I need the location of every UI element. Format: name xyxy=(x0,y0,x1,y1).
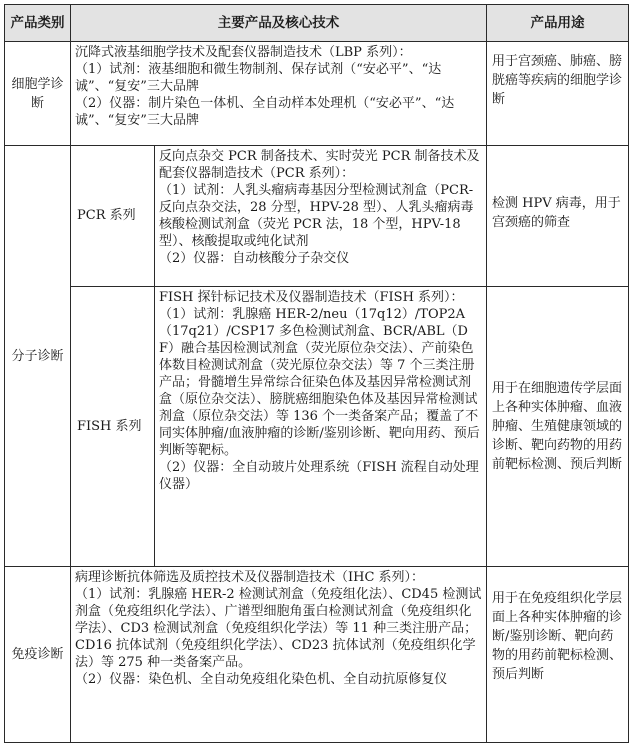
product-table xyxy=(4,4,629,743)
usage-cytology: 用于宫颈癌、肺癌、膀胱癌等疾病的细胞学诊断 xyxy=(487,42,629,146)
fish-line: FISH 探针标记技术及仪器制造技术（FISH 系列）： xyxy=(159,290,464,305)
table-row-pcr xyxy=(5,146,629,287)
category-molecular: 分子诊断 xyxy=(5,146,71,567)
pcr-line: 反向点杂交 PCR 制备技术、实时荧光 PCR 制备技术及配套仪器制造技术（PCR 系列）： xyxy=(159,149,480,181)
cytology-line: （2）仪器：制片染色一体机、全自动样本处理机（“安必平”、“达诚”、“复安”三大品牌 xyxy=(75,96,455,128)
usage-fish: 用于在细胞遗传学层面上各种实体肿瘤、血液肿瘤、生殖健康领域的诊断、靶向药物的用药前靶标检测、预后判断 xyxy=(487,287,629,567)
fish-line: （1）试剂：乳腺癌 HER-2/neu（17q12）/TOP2A（17q21）/CSP17 多色检测试剂盒、BCR/ABL（DF）融合基因检测试剂盒（荧光原位杂交法）、产前染色体数目检测试剂盒（荧光原位杂交法）等 7 个三类注册产品；骨髓增生异常综合征染色体及基因异常检测试剂盒（原位杂交法）、膀胱癌细胞染色体及基因异常检测试剂盒（原位杂交法）等 136 个一类备案产品；覆盖了不同实体肿瘤/血液肿瘤的诊断/鉴别诊断、靶向用药、预后判断等靶标。 xyxy=(159,307,480,458)
table-header-row xyxy=(5,5,629,42)
fish-line: （2）仪器：全自动玻片处理系统（FISH 流程自动处理仪器） xyxy=(159,460,479,492)
products-fish xyxy=(155,287,487,567)
category-immuno: 免疫诊断 xyxy=(5,567,71,743)
category-cytology: 细胞学诊断 xyxy=(5,42,71,146)
table-row-fish xyxy=(5,287,629,567)
table-row-immuno xyxy=(5,567,629,743)
cytology-line: （1）试剂：液基细胞和微生物制剂、保存试剂（“安必平”、“达诚”、“复安”三大品牌 xyxy=(75,62,442,94)
header-products: 主要产品及核心技术 xyxy=(71,5,487,42)
subcategory-pcr: PCR 系列 xyxy=(71,146,155,287)
pcr-line: （2）仪器：自动核酸分子杂交仪 xyxy=(159,251,350,266)
table-row-cytology xyxy=(5,42,629,146)
usage-immuno: 用于在免疫组织化学层面上各种实体肿瘤的诊断/鉴别诊断、靶向药物的用药前靶标检测、预后判断 xyxy=(487,567,629,743)
header-usage: 产品用途 xyxy=(487,5,629,42)
products-cytology xyxy=(71,42,487,146)
cytology-line: 沉降式液基细胞学技术及配套仪器制造技术（LBP 系列）： xyxy=(75,45,412,60)
products-pcr xyxy=(155,146,487,287)
immuno-line: （2）仪器：染色机、全自动免疫组化染色机、全自动抗原修复仪 xyxy=(75,672,448,687)
subcategory-fish: FISH 系列 xyxy=(71,287,155,567)
usage-pcr: 检测 HPV 病毒，用于宫颈癌的筛查 xyxy=(487,146,629,287)
header-category: 产品类别 xyxy=(5,5,71,42)
immuno-line: 病理诊断抗体筛选及质控技术及仪器制造技术（IHC 系列）： xyxy=(75,570,425,585)
immuno-line: （1）试剂：乳腺癌 HER-2 检测试剂盒（免疫组化法）、CD45 检测试剂盒（免疫组织化学法）、广谱型细胞角蛋白检测试剂盒（免疫组织化学法）、CD3 检测试剂盒（免疫组织化学法）等 11 种三类注册产品；CD16 抗体试剂（免疫组织化学法）、CD23 抗体试剂（免疫组织化学法）等 275 种一类备案产品。 xyxy=(75,587,482,670)
products-immuno xyxy=(71,567,487,743)
pcr-line: （1）试剂：人乳头瘤病毒基因分型检测试剂盒（PCR-反向点杂交法，28 分型，HPV-28 型）、人乳头瘤病毒核酸检测试剂盒（荧光 PCR 法，18 个型，HPV-18 型）、核酸提取或纯化试剂 xyxy=(159,183,474,249)
